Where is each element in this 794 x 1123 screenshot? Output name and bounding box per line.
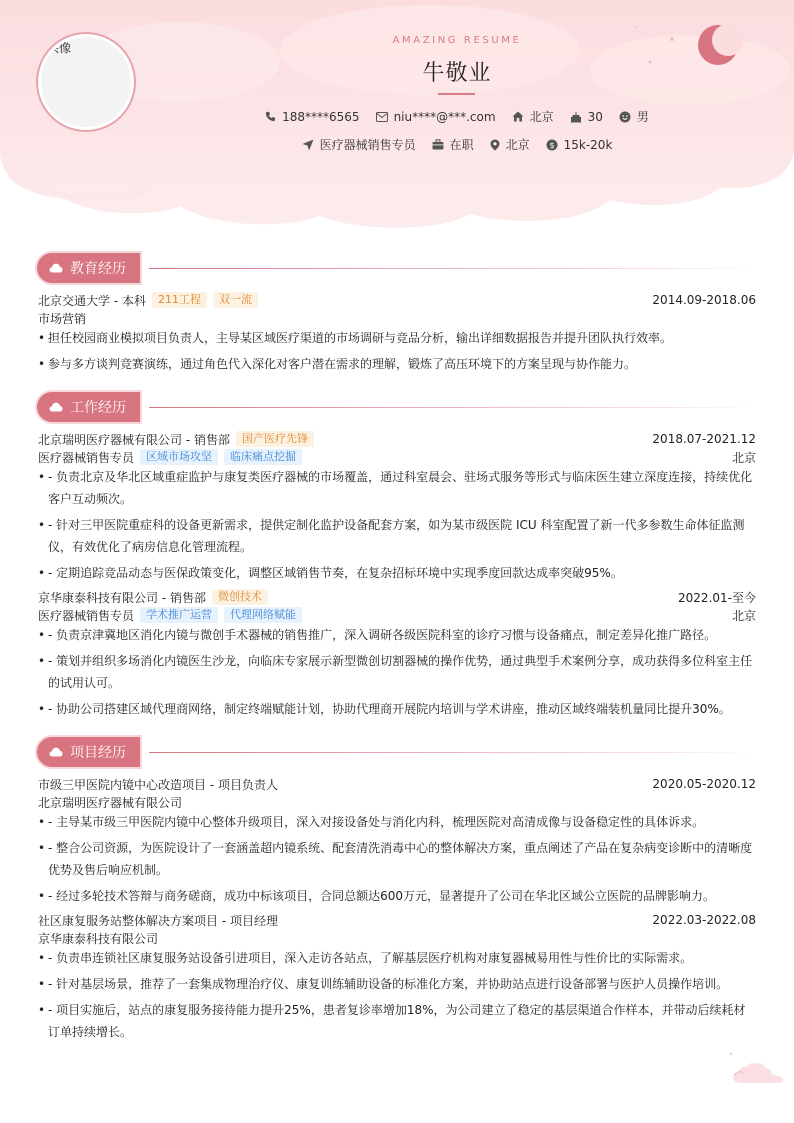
job-position-row	[38, 448, 756, 466]
cloud-icon	[49, 747, 63, 757]
cloud-icon	[49, 402, 63, 412]
project-org: 京华康泰科技有限公司	[38, 931, 159, 946]
target-city-info: 北京	[490, 136, 530, 153]
position-tag: 区域市场攻坚	[140, 449, 218, 465]
contact-row	[0, 108, 794, 125]
list-item: • - 协助公司搭建区域代理商网络，制定终端赋能计划，协助代理商开展院内培训与学术讲座，推动区域终端装机量同比提升30%。	[38, 698, 756, 720]
company-tag: 微创技术	[212, 589, 268, 605]
age-info: 30	[570, 108, 603, 125]
list-item: • - 负责京津冀地区消化内镜与微创手术器械的销售推广，深入调研各级医院科室的诊疗习惯与设备痛点，制定差异化推广路径。	[38, 624, 756, 646]
job-city: 北京	[731, 608, 756, 623]
school-tag: 211工程	[152, 292, 207, 308]
location-icon	[490, 139, 500, 151]
job-position: 医疗器械销售专员	[38, 608, 135, 623]
education-major-row	[38, 309, 756, 327]
education-section-header	[37, 253, 757, 285]
list-item: • 参与多方谈判竞赛演练，通过角色代入深化对客户潜在需求的理解，锻炼了高压环境下的方案呈现与协作能力。	[38, 353, 756, 375]
section-title-pill: 教育经历	[37, 253, 140, 283]
job-period: 2022.01-至今	[678, 590, 756, 605]
status-info: 在职	[432, 136, 474, 153]
email-icon	[376, 112, 388, 122]
job-period: 2018.07-2021.12	[652, 432, 756, 446]
name-underline	[438, 93, 475, 95]
phone-icon	[265, 111, 276, 122]
section-divider	[149, 752, 759, 753]
project-name-row	[38, 775, 756, 793]
job-position-row	[38, 606, 756, 624]
hometown-info: 北京	[512, 108, 554, 125]
position-tag: 学术推广运营	[140, 607, 218, 623]
education-school-row	[38, 291, 756, 309]
major: 市场营销	[38, 311, 87, 326]
section-title-pill: 项目经历	[37, 737, 140, 767]
gender-icon	[619, 111, 631, 123]
list-item: • - 负责北京及华北区域重症监护与康复类医疗器械的市场覆盖，通过科室晨会、驻场式服务等形式与临床医生建立深度连接，持续优化客户互动频次。	[38, 466, 756, 510]
cloud-icon	[49, 263, 63, 273]
project-section-header	[37, 737, 757, 769]
list-item: • - 定期追踪竞品动态与医保政策变化，调整区域销售节奏，在复杂招标环境中实现季度回款达成率突破95%。	[38, 562, 756, 584]
gender-info: 男	[619, 108, 649, 125]
section-divider	[149, 407, 759, 408]
decorative-cloud-icon	[725, 1050, 785, 1086]
list-item: • - 负责串连锁社区康复服务站设备引进项目，深入走访各站点，了解基层医疗机构对康复器械易用性与性价比的实际需求。	[38, 947, 756, 969]
list-item: • - 经过多轮技术答辩与商务磋商，成功中标该项目，合同总额达600万元，显著提升了公司在华北区域公立医院的品牌影响力。	[38, 885, 756, 907]
company-name: 京华康泰科技有限公司 - 销售部	[38, 590, 206, 605]
job-city: 北京	[731, 450, 756, 465]
company-tag: 国产医疗先锋	[236, 431, 314, 447]
project-name-row	[38, 911, 756, 929]
position-tag: 代理网络赋能	[224, 607, 302, 623]
education-period: 2014.09-2018.06	[652, 293, 756, 307]
list-item: • - 针对三甲医院重症科的设备更新需求，提供定制化监护设备配套方案，如为某市级医院 ICU 科室配置了新一代多参数生命体征监测仪，有效优化了病房信息化管理流程。	[38, 514, 756, 558]
svg-text:$: $	[549, 140, 555, 150]
home-icon	[512, 111, 524, 122]
list-item: • - 策划并组织多场消化内镜医生沙龙，向临床专家展示新型微创切割器械的操作优势，通过典型手术案例分享，成功获得多位科室主任的试用认可。	[38, 650, 756, 694]
list-item: • 担任校园商业模拟项目负责人，主导某区域医疗渠道的市场调研与竞品分析，输出详细数据报告并提升团队执行效率。	[38, 327, 756, 349]
project-org-row	[38, 929, 756, 947]
job-company-row	[38, 588, 756, 606]
project-period: 2022.03-2022.08	[652, 913, 756, 927]
job-company-row	[38, 430, 756, 448]
company-name: 北京瑞明医疗器械有限公司 - 销售部	[38, 432, 230, 447]
list-item: • - 针对基层场景，推荐了一套集成物理治疗仪、康复训练辅助设备的标准化方案，并协助站点进行设备部署与医护人员操作培训。	[38, 973, 756, 995]
money-icon	[546, 139, 558, 151]
list-item: • - 整合公司资源，为医院设计了一套涵盖超内镜系统、配套清洗消毒中心的整体解决方案，重点阐述了产品在复杂病变诊断中的清晰度优势及售后响应机制。	[38, 837, 756, 881]
send-icon	[302, 139, 314, 151]
candidate-name: 牛敬业	[422, 61, 492, 86]
target-job-info: 医疗器械销售专员	[302, 136, 416, 153]
section-divider	[149, 268, 759, 269]
resume-header	[0, 0, 794, 232]
work-section-header	[37, 392, 757, 424]
school-name: 北京交通大学 - 本科	[38, 293, 146, 308]
job-intent-row	[0, 136, 794, 153]
list-item: • - 主导某市级三甲医院内镜中心整体升级项目，深入对接设备处与消化内科，梳理医院对高清成像与设备稳定性的具体诉求。	[38, 811, 756, 833]
salary-info: $ 15k-20k	[546, 136, 613, 153]
project-name: 市级三甲医院内镜中心改造项目 - 项目负责人	[38, 777, 278, 792]
email-info: niu****@***.com	[376, 108, 496, 125]
phone-info: 188****6565	[265, 108, 359, 125]
age-icon	[570, 111, 582, 123]
school-tag: 双一流	[213, 292, 258, 308]
project-name: 社区康复服务站整体解决方案项目 - 项目经理	[38, 913, 278, 928]
section-title-pill: 工作经历	[37, 392, 140, 422]
project-org: 北京瑞明医疗器械有限公司	[38, 795, 183, 810]
avatar-label: 头像	[47, 41, 72, 55]
briefcase-icon	[432, 139, 444, 150]
project-org-row	[38, 793, 756, 811]
tagline: AMAZING RESUME	[392, 35, 522, 46]
list-item: • - 项目实施后，站点的康复服务接待能力提升25%，患者复诊率增加18%，为公司建立了稳定的基层渠道合作样本，并带动后续耗材订单持续增长。	[38, 999, 756, 1043]
position-tag: 临床痛点挖掘	[224, 449, 302, 465]
project-period: 2020.05-2020.12	[652, 777, 756, 791]
job-position: 医疗器械销售专员	[38, 450, 135, 465]
